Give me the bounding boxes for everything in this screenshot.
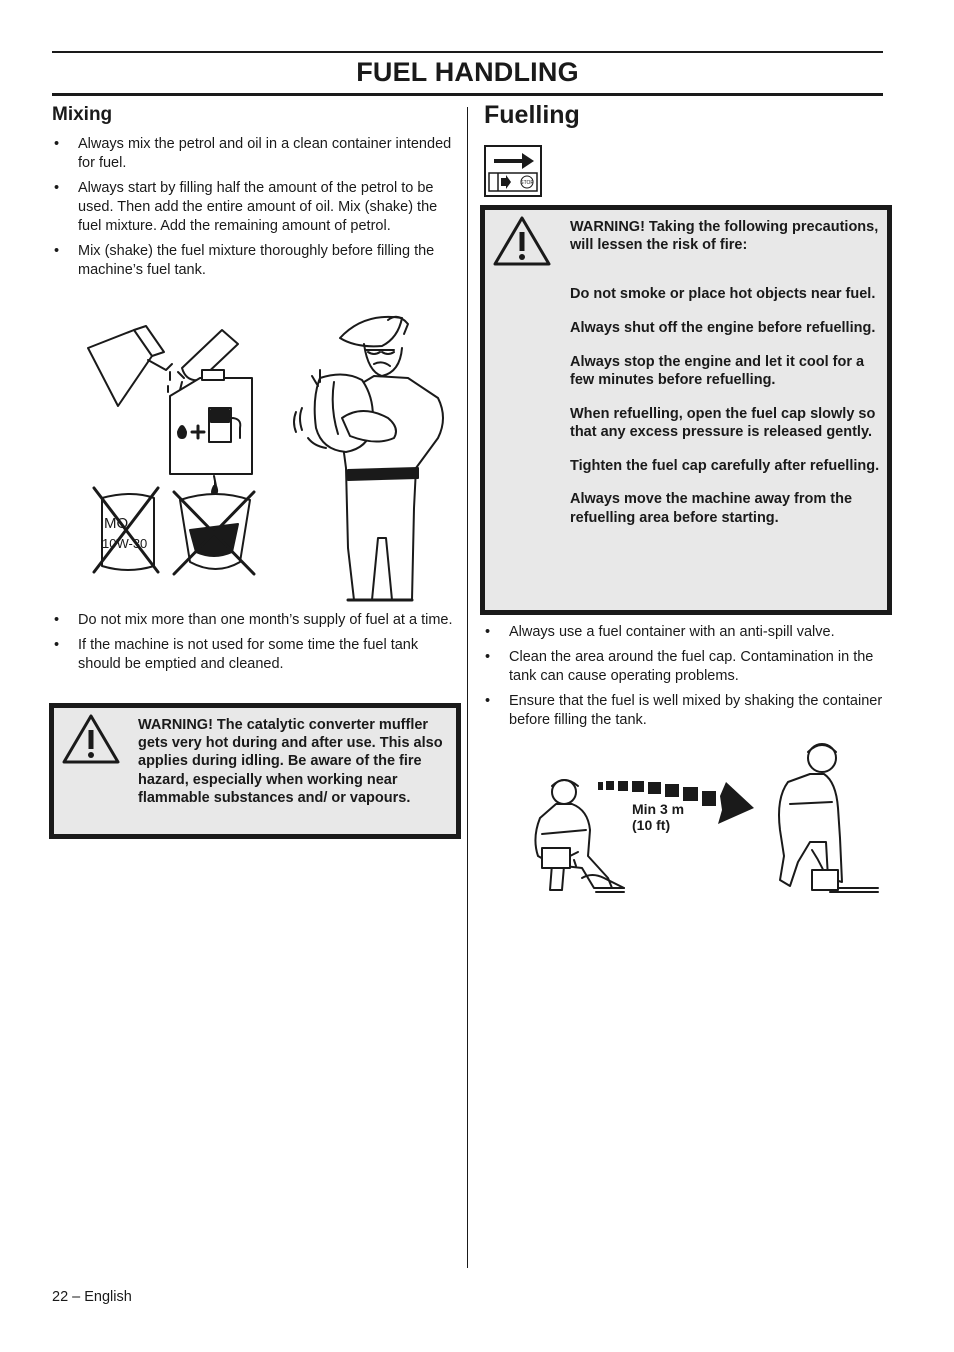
warning-item: Always shut off the engine before refuelling. bbox=[570, 320, 876, 337]
warning-item: Always stop the engine and let it cool for a few minutes before refuelling. bbox=[570, 353, 865, 389]
refuelling-distance-illustration bbox=[512, 738, 884, 903]
list-item: • Ensure that the fuel is well mixed by shaking the container before filling the tank. bbox=[483, 692, 888, 730]
page-title: FUEL HANDLING bbox=[356, 57, 579, 87]
list-item: • Do not mix more than one month’s supply of fuel at a time. bbox=[52, 611, 457, 630]
list-item: • Always start by filling half the amount of the petrol to be used. Then add the entire amount of oil. Mix (shake) the fuel mixture. Add the remaining amount of petrol. bbox=[52, 179, 457, 236]
list-item: • Clean the area around the fuel cap. Contamination in the tank can cause operating problems. bbox=[483, 648, 888, 686]
refuel-symbol-icon bbox=[484, 145, 542, 197]
distance-label-ft: (10 ft) bbox=[632, 817, 671, 833]
distance-label-min: Min 3 m bbox=[632, 801, 685, 817]
warning-item: Do not smoke or place hot objects near fuel. bbox=[570, 286, 876, 303]
warning-item: When refuelling, open the fuel cap slowly so that any excess pressure is released gently. bbox=[570, 405, 876, 440]
catalytic-warning-text: WARNING! The catalytic converter muffler gets very hot during and after use. This also applies during idling. Be aware of the fire hazard, especially when working near flammable substances and/ or vapours. bbox=[138, 717, 443, 806]
warning-icon bbox=[491, 214, 553, 268]
header-top-rule bbox=[52, 51, 883, 53]
list-item: • If the machine is not used for some time the fuel tank should be emptied and cleaned. bbox=[52, 636, 457, 674]
header-bottom-rule bbox=[52, 93, 883, 96]
oil-can-label-2: 10W-30 bbox=[102, 536, 148, 551]
warning-item: Tighten the fuel cap carefully after refuelling. bbox=[570, 457, 880, 474]
fire-warning-text bbox=[570, 218, 882, 542]
fuelling-heading: Fuelling bbox=[484, 101, 580, 129]
page-footer: 22 – English bbox=[52, 1289, 132, 1305]
stop-label: STOP bbox=[520, 180, 534, 186]
mixing-bullets-top bbox=[52, 135, 457, 286]
warning-icon bbox=[60, 712, 122, 766]
mixing-illustration bbox=[82, 308, 452, 608]
list-item: • Mix (shake) the fuel mixture thoroughly before filling the machine’s fuel tank. bbox=[52, 242, 457, 280]
warning-item: Always move the machine away from the refuelling area before starting. bbox=[570, 491, 853, 526]
fuelling-bullets bbox=[483, 623, 888, 736]
column-divider bbox=[467, 107, 468, 1268]
list-item: • Always mix the petrol and oil in a clean container intended for fuel. bbox=[52, 135, 457, 173]
warning-title: WARNING! Taking the following precautions, will lessen the risk of fire: bbox=[570, 219, 879, 254]
list-item: • Always use a fuel container with an anti-spill valve. bbox=[483, 623, 888, 642]
mixing-bullets-bottom bbox=[52, 611, 457, 680]
oil-can-label-1: MO bbox=[104, 515, 129, 532]
mixing-heading: Mixing bbox=[52, 104, 113, 125]
